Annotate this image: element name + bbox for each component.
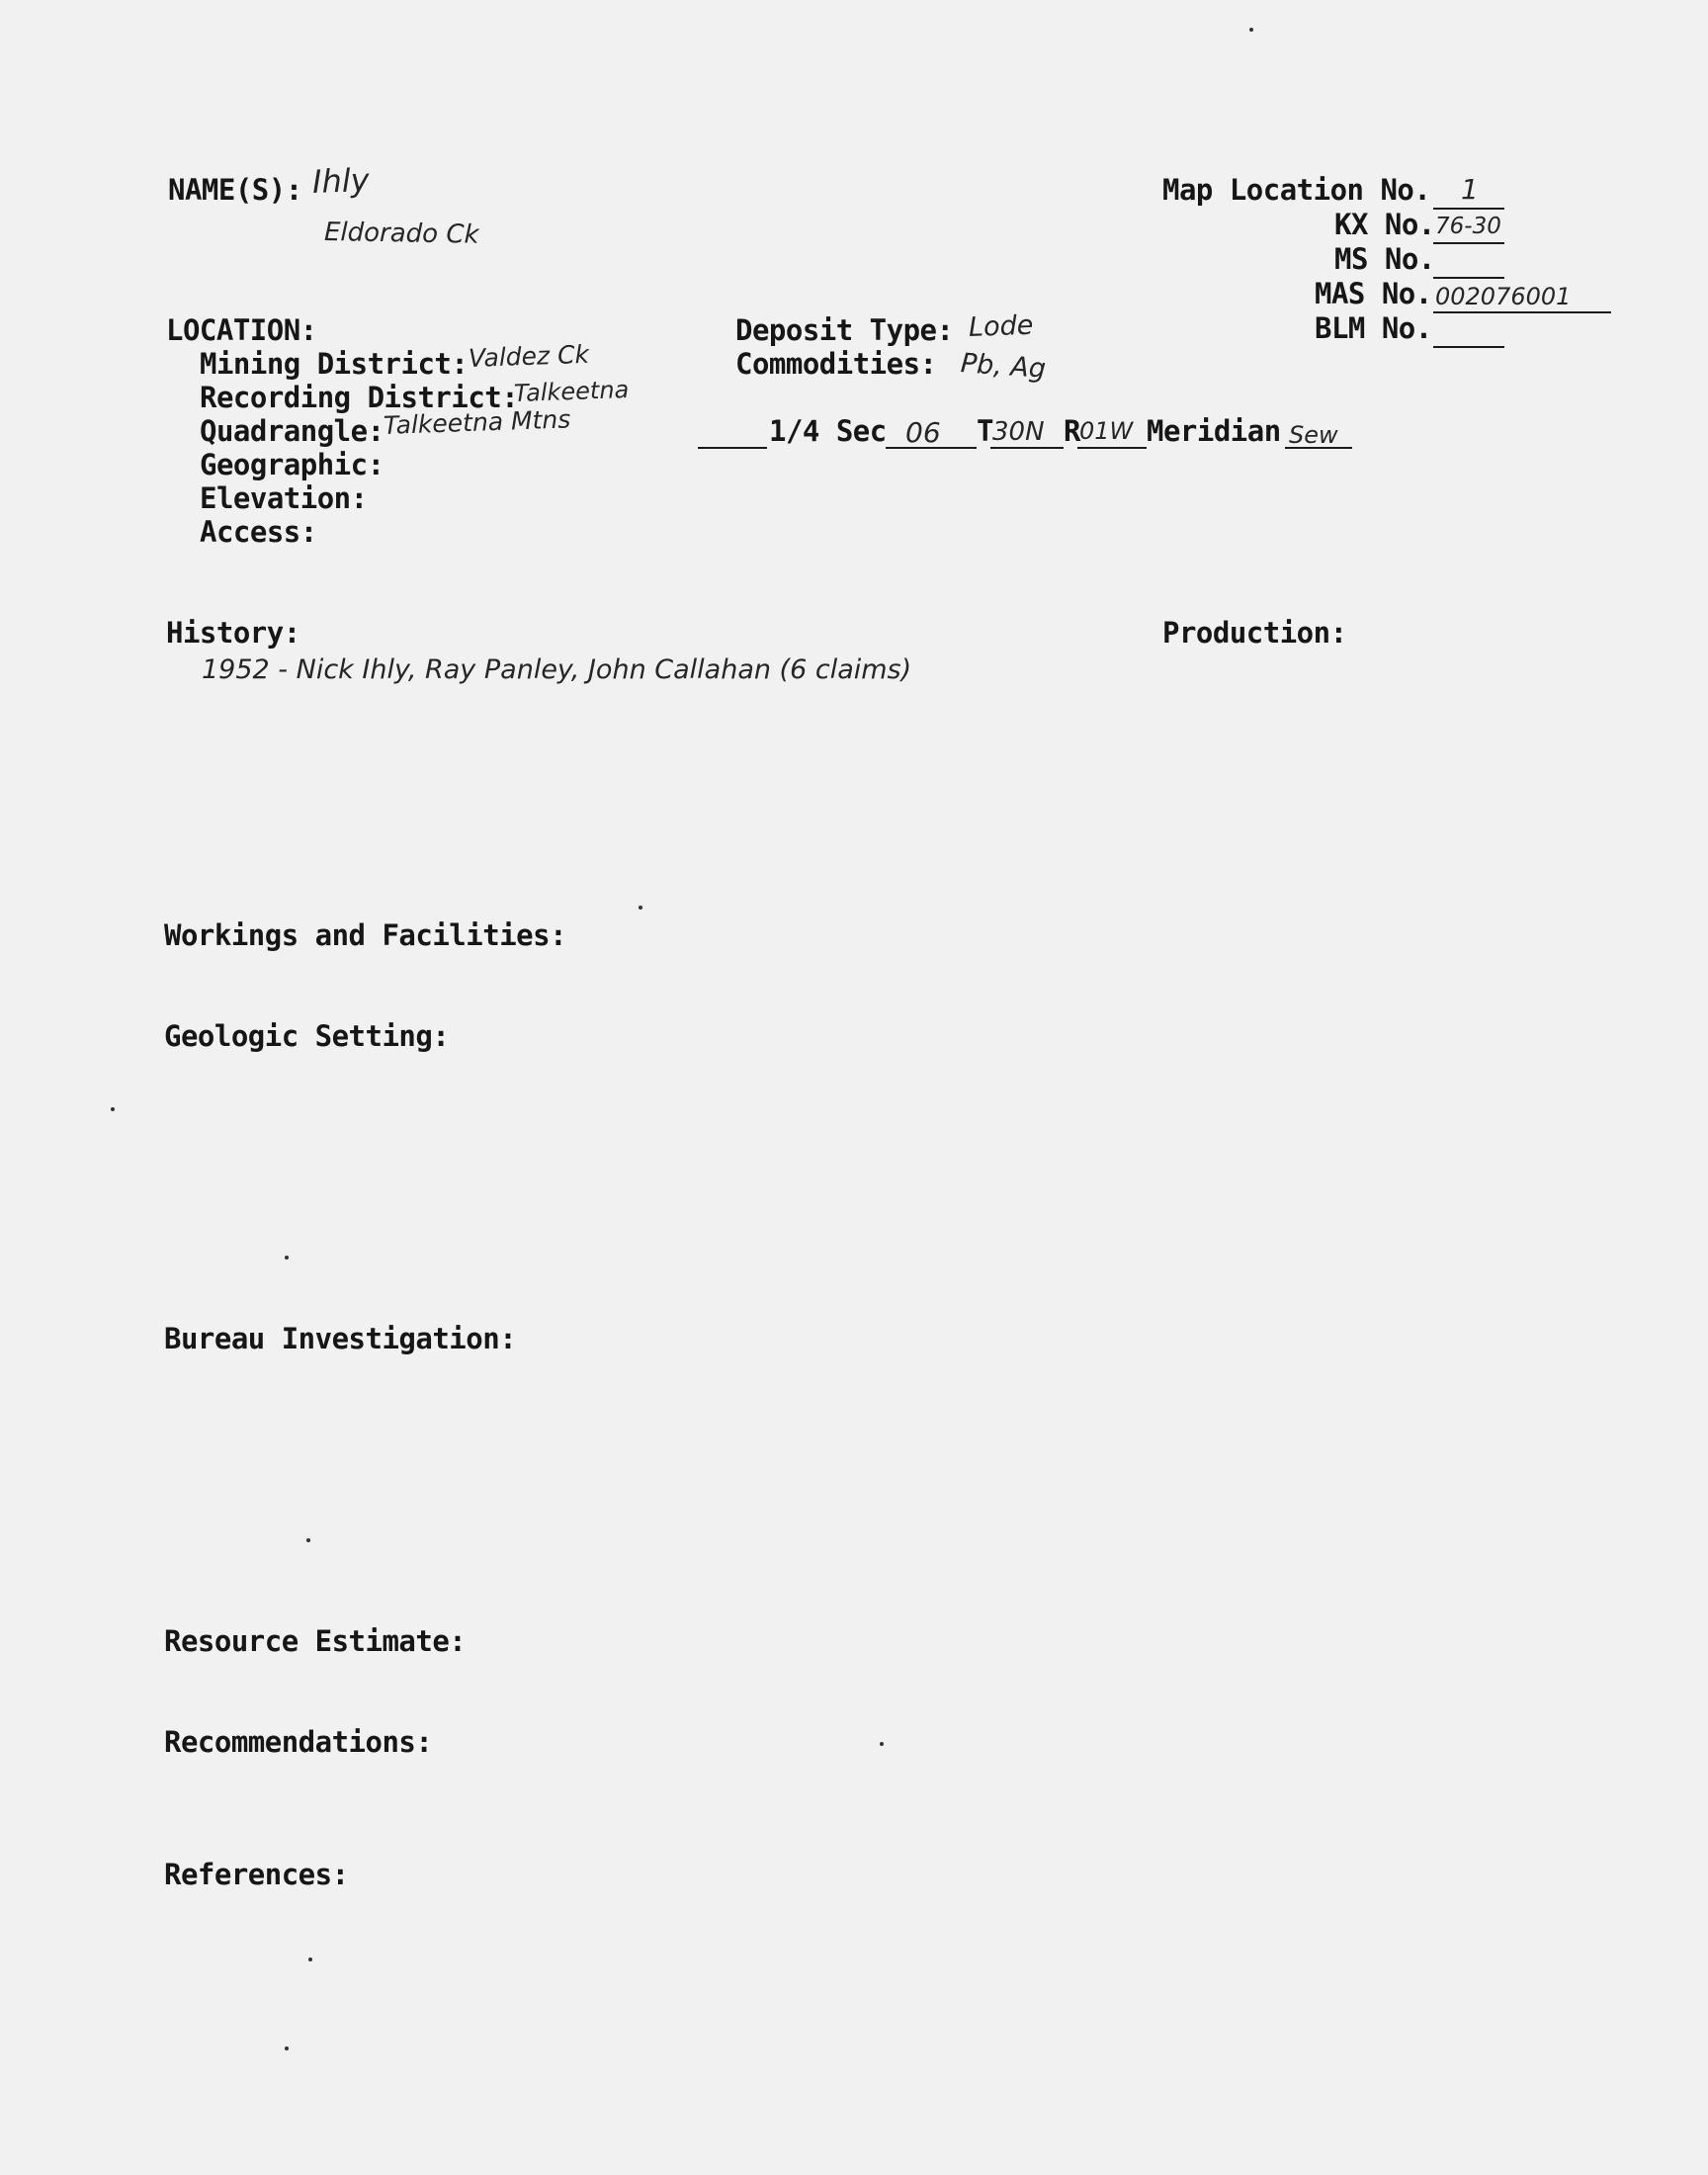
scan-speck xyxy=(285,1256,289,1260)
mas-label: MAS No. xyxy=(1315,277,1432,310)
history-value: 1952 - Nick Ihly, Ray Panley, John Callahan (6 claims) xyxy=(202,654,912,685)
scan-speck xyxy=(306,1538,310,1542)
meridian-label: Meridian xyxy=(1147,414,1281,448)
scan-speck xyxy=(285,2046,289,2050)
map-location-value: 1 xyxy=(1461,173,1479,206)
scan-speck xyxy=(639,906,642,910)
names-value-2: Eldorado Ck xyxy=(323,218,479,250)
geographic-label: Geographic: xyxy=(200,448,384,481)
mining-district-label: Mining District: xyxy=(200,347,469,381)
commodities-label: Commodities: xyxy=(735,347,937,381)
blm-line xyxy=(1433,346,1504,348)
quarter-sec-label: 1/4 Sec xyxy=(769,414,887,448)
blm-label: BLM No. xyxy=(1315,311,1432,345)
deposit-type-value: Lode xyxy=(968,309,1034,343)
mas-line xyxy=(1433,311,1611,313)
history-label: History: xyxy=(166,616,300,650)
access-label: Access: xyxy=(200,515,317,549)
workings-label: Workings and Facilities: xyxy=(164,918,567,952)
ms-label: MS No. xyxy=(1334,242,1435,276)
recording-district-label: Recording District: xyxy=(200,381,519,414)
r-line xyxy=(1077,447,1147,449)
recording-district-value: Talkeetna xyxy=(513,375,630,407)
map-location-label: Map Location No. xyxy=(1162,173,1431,207)
quadrangle-label: Quadrangle: xyxy=(200,414,384,448)
names-label: NAME(S): xyxy=(168,173,302,207)
scan-speck xyxy=(111,1107,115,1111)
kx-label: KX No. xyxy=(1334,208,1435,241)
sec-value: 06 xyxy=(905,416,941,449)
kx-line xyxy=(1433,242,1504,244)
location-label: LOCATION: xyxy=(166,313,317,347)
commodities-value: Pb, Ag xyxy=(959,348,1048,385)
quadrangle-value: Talkeetna Mtns xyxy=(383,404,571,440)
r-label: R xyxy=(1064,414,1080,448)
kx-value: 76-30 xyxy=(1435,214,1501,239)
t-label: T xyxy=(977,414,993,448)
elevation-label: Elevation: xyxy=(200,481,368,515)
bureau-investigation-label: Bureau Investigation: xyxy=(164,1322,517,1355)
scan-speck xyxy=(1249,28,1253,32)
scan-speck xyxy=(880,1742,884,1746)
ms-line xyxy=(1433,277,1504,279)
quarter-line xyxy=(698,447,767,449)
references-label: References: xyxy=(164,1858,349,1891)
scan-speck xyxy=(308,1958,312,1961)
resource-estimate-label: Resource Estimate: xyxy=(164,1624,467,1658)
mas-value: 002076001 xyxy=(1435,283,1572,310)
deposit-type-label: Deposit Type: xyxy=(735,313,954,347)
production-label: Production: xyxy=(1162,616,1347,650)
geologic-setting-label: Geologic Setting: xyxy=(164,1019,450,1053)
t-line xyxy=(990,447,1064,449)
mining-district-value: Valdez Ck xyxy=(468,339,590,373)
map-location-line xyxy=(1433,208,1504,210)
recommendations-label: Recommendations: xyxy=(164,1725,433,1759)
names-value-1: Ihly xyxy=(311,161,371,201)
t-value: 30N xyxy=(992,417,1045,447)
r-value: 01W xyxy=(1079,417,1134,445)
meridian-value: Sew xyxy=(1289,421,1338,449)
